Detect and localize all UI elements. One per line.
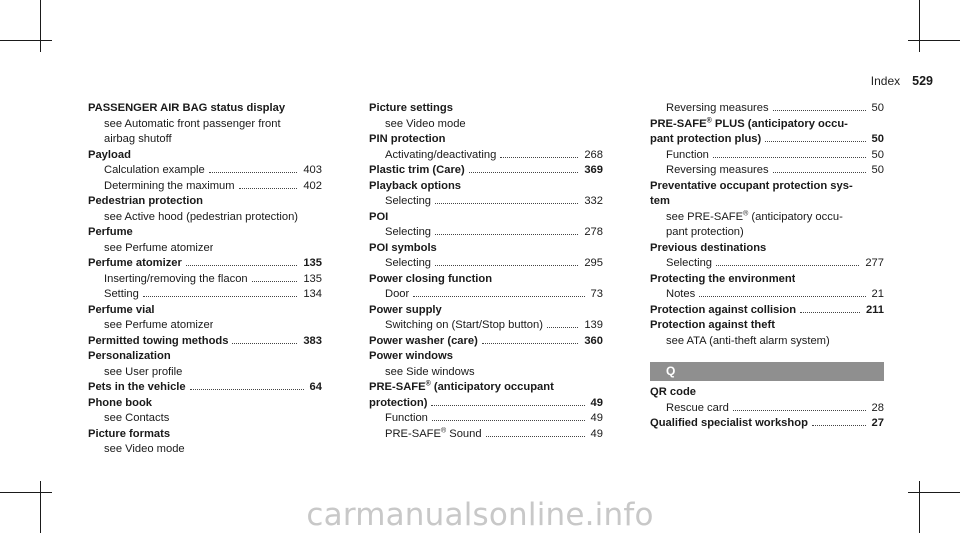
leader-dots (812, 425, 866, 426)
sub-entry[interactable] (369, 411, 603, 427)
sub-entry[interactable] (88, 210, 322, 226)
entry-text: Picture formats (88, 427, 171, 440)
index-entry (650, 101, 884, 117)
watermark: carmanualsonline.info (306, 497, 654, 533)
index-entry (369, 210, 603, 241)
leader-dots (239, 188, 298, 189)
index-entry (650, 179, 884, 241)
index-entry (369, 272, 603, 303)
entry-text: Determining the maximum (104, 179, 235, 192)
leader-dots (699, 296, 865, 297)
leader-dots (482, 343, 579, 344)
entry-term[interactable] (369, 349, 603, 365)
entry-term[interactable] (369, 132, 603, 148)
entry-text: Selecting (385, 257, 432, 269)
leader-dots (547, 327, 578, 328)
entry-text: see Perfume atomizer (104, 241, 214, 254)
entry-term[interactable] (650, 416, 884, 432)
entry-term[interactable] (88, 194, 322, 210)
sub-entry[interactable] (88, 318, 322, 334)
leader-dots (765, 141, 865, 142)
page-ref: 49 (590, 427, 603, 440)
sub-entry[interactable] (650, 401, 884, 417)
entry-text: see User profile (104, 365, 183, 378)
entry-text: Inserting/removing the flacon (104, 272, 248, 285)
sub-entry[interactable] (650, 210, 884, 226)
page-ref: 49 (590, 412, 603, 424)
leader-dots (733, 410, 866, 411)
index-entry (88, 380, 322, 396)
entry-term[interactable] (88, 101, 322, 117)
entry-term[interactable] (369, 163, 603, 179)
page-ref: 278 (584, 226, 603, 238)
entry-text: Function (385, 412, 428, 424)
entry-text: see Perfume atomizer (104, 319, 214, 331)
crop-mark (0, 492, 52, 493)
index-entry (650, 241, 884, 272)
sub-entry[interactable] (369, 225, 603, 241)
page-ref: 268 (584, 148, 603, 161)
index-entry (650, 318, 884, 349)
entry-text: Pedestrian protection (88, 195, 204, 207)
entry-text: Power closing function (369, 272, 493, 285)
index-entry (369, 179, 603, 210)
leader-dots (773, 110, 866, 111)
index-entry (369, 334, 603, 350)
entry-text: protection) (369, 396, 428, 409)
index-entry (88, 427, 322, 458)
entry-term[interactable]: PRE-SAFE® (anticipatory occupant (369, 380, 554, 393)
entry-term[interactable] (88, 380, 322, 396)
page-ref: 135 (303, 257, 322, 269)
entry-text: see Active hood (pedestrian protection) (104, 210, 299, 223)
leader-dots (252, 281, 298, 282)
entry-text: PRE-SAFE® Sound (385, 426, 482, 440)
sub-entry[interactable] (369, 287, 603, 303)
index-entry (369, 349, 603, 380)
sub-entry[interactable] (650, 256, 884, 272)
entry-text: Perfume atomizer (88, 257, 182, 269)
leader-dots (413, 296, 584, 297)
page-ref: 50 (871, 148, 884, 161)
page-ref: 403 (303, 164, 322, 176)
entry-term[interactable] (369, 334, 603, 350)
entry-text: Plastic trim (Care) (369, 164, 465, 176)
leader-dots (435, 203, 578, 204)
sub-entry[interactable] (650, 334, 884, 350)
entry-term[interactable] (369, 272, 603, 288)
entry-text: Switching on (Start/Stop button) (385, 319, 543, 331)
header-label: Index (870, 74, 901, 88)
leader-dots (435, 234, 578, 235)
sub-entry[interactable] (88, 272, 322, 288)
entry-text: Door (385, 288, 410, 300)
entry-text: Reversing measures (666, 164, 769, 176)
crop-mark (908, 40, 960, 41)
crop-mark (40, 0, 41, 52)
entry-text: PIN protection (369, 133, 446, 145)
sub-entry[interactable] (88, 287, 322, 303)
page-header (871, 74, 933, 88)
index-entry (369, 132, 603, 163)
leader-dots (773, 172, 866, 173)
index-column-3 (650, 101, 884, 432)
index-entry (88, 349, 322, 380)
sub-entry[interactable] (88, 442, 322, 458)
leader-dots (186, 265, 297, 266)
entry-term[interactable] (88, 148, 322, 164)
page-ref: 49 (590, 396, 603, 409)
entry-term[interactable] (369, 101, 603, 117)
sub-entry[interactable] (650, 287, 884, 303)
index-entry (650, 385, 884, 416)
entry-text: Playback options (369, 179, 462, 192)
page-ref: 135 (303, 272, 322, 285)
sub-entry[interactable] (88, 179, 322, 195)
section-header: Q (650, 362, 884, 381)
index-entry (88, 225, 322, 256)
entry-text: Protecting the environment (650, 272, 796, 285)
leader-dots (209, 172, 298, 173)
entry-text: pant protection) (666, 226, 744, 238)
entry-term[interactable] (88, 334, 322, 350)
leader-dots (486, 436, 585, 437)
page-ref: 21 (871, 288, 884, 300)
entry-text: see Video mode (104, 443, 185, 455)
page-ref: 139 (584, 319, 603, 331)
page-ref: 27 (871, 417, 884, 429)
entry-text: QR code (650, 386, 697, 398)
entry-term[interactable] (88, 256, 322, 272)
page-ref: 50 (871, 133, 884, 145)
entry-term[interactable] (650, 194, 884, 210)
entry-text: see Side windows (385, 365, 475, 378)
entry-term[interactable] (369, 303, 603, 319)
sub-entry[interactable] (369, 117, 603, 133)
entry-text: Personalization (88, 350, 171, 362)
entry-term[interactable] (650, 385, 884, 401)
entry-term[interactable] (650, 303, 884, 319)
entry-text: Picture settings (369, 102, 453, 114)
entry-text: Calculation example (104, 164, 205, 176)
leader-dots (143, 296, 297, 297)
entry-text: tem (650, 195, 670, 207)
crop-mark (908, 492, 960, 493)
index-entry (369, 163, 603, 179)
entry-text: pant protection plus) (650, 133, 762, 145)
index-entry (650, 272, 884, 303)
leader-dots (716, 265, 859, 266)
sub-entry[interactable] (369, 427, 603, 443)
entry-text: Qualified specialist workshop (650, 417, 808, 429)
entry-text: POI symbols (369, 241, 437, 254)
entry-text: Rescue card (666, 401, 729, 414)
entry-term[interactable] (650, 318, 884, 334)
entry-text: Selecting (666, 257, 713, 269)
entry-text: Activating/deactivating (385, 148, 497, 161)
page-number: 529 (912, 74, 933, 88)
index-entry (650, 416, 884, 432)
index-column-1 (88, 101, 322, 458)
entry-text: Permitted towing methods (88, 334, 229, 347)
index-entry (369, 241, 603, 272)
entry-text: PASSENGER AIR BAG status display (88, 102, 286, 114)
entry-text: see Automatic front passenger front (104, 117, 281, 130)
page-ref: 277 (865, 257, 884, 269)
leader-dots (800, 312, 860, 313)
index-entry (88, 303, 322, 334)
sub-entry[interactable] (88, 163, 322, 179)
sub-entry[interactable] (369, 365, 603, 381)
page-ref: 383 (303, 334, 322, 347)
sub-entry[interactable] (650, 163, 884, 179)
entry-term[interactable] (88, 303, 322, 319)
leader-dots (500, 157, 578, 158)
entry-term[interactable] (88, 349, 322, 365)
page-ref: 64 (309, 381, 322, 393)
entry-text: Payload (88, 148, 131, 161)
leader-dots (431, 405, 584, 406)
entry-term[interactable] (650, 272, 884, 288)
entry-text: Perfume (88, 226, 133, 238)
entry-text: airbag shutoff (104, 133, 172, 145)
page-ref: 28 (871, 401, 884, 414)
entry-text: Selecting (385, 195, 432, 207)
entry-text: Notes (666, 288, 696, 300)
entry-text: Function (666, 148, 709, 161)
index-entry (369, 101, 603, 132)
sub-entry[interactable] (650, 225, 884, 241)
sub-entry[interactable] (650, 101, 884, 117)
entry-term[interactable] (88, 225, 322, 241)
index-entry (88, 194, 322, 225)
entry-term[interactable] (369, 241, 603, 257)
page-ref: 50 (871, 102, 884, 114)
index-entry (369, 380, 603, 442)
page-ref: 402 (303, 179, 322, 192)
index-entry (88, 396, 322, 427)
entry-text: Reversing measures (666, 102, 769, 114)
entry-text: see Contacts (104, 412, 170, 424)
index-column-2 (369, 101, 603, 442)
sub-entry[interactable] (369, 148, 603, 164)
index-entry (369, 303, 603, 334)
sub-entry[interactable] (650, 148, 884, 164)
entry-text: Perfume vial (88, 303, 155, 316)
entry-text: POI (369, 210, 389, 223)
entry-text: Protection against collision (650, 303, 797, 316)
entry-text: see Video mode (385, 117, 466, 130)
leader-dots (190, 389, 304, 390)
sub-entry[interactable] (88, 132, 322, 148)
entry-term[interactable] (650, 132, 884, 148)
index-entry (88, 148, 322, 195)
entry-text: Power washer (care) (369, 334, 478, 347)
entry-term[interactable]: Preventative occupant protection sys- (650, 179, 853, 192)
entry-text: Phone book (88, 396, 153, 409)
page-ref: 134 (303, 288, 322, 300)
index-entry (88, 101, 322, 148)
entry-text: see ATA (anti-theft alarm system) (666, 334, 830, 347)
leader-dots (469, 172, 579, 173)
leader-dots (435, 265, 578, 266)
entry-text: Pets in the vehicle (88, 381, 186, 393)
leader-dots (432, 420, 585, 421)
index-entry (88, 256, 322, 303)
sub-entry[interactable] (369, 256, 603, 272)
page-ref: 50 (871, 164, 884, 176)
sub-entry[interactable] (88, 365, 322, 381)
sub-entry[interactable] (369, 194, 603, 210)
entry-text: Previous destinations (650, 241, 767, 254)
entry-text: Power supply (369, 303, 442, 316)
entry-text: see PRE-SAFE® (anticipatory occu- (666, 209, 843, 223)
entry-term[interactable] (650, 241, 884, 257)
index-entry (650, 303, 884, 319)
leader-dots (232, 343, 297, 344)
index-entry (650, 117, 884, 179)
page-ref: 73 (590, 288, 603, 300)
leader-dots (713, 157, 866, 158)
page-ref: 332 (584, 195, 603, 207)
crop-mark (919, 0, 920, 52)
sub-entry[interactable] (369, 318, 603, 334)
entry-text: Protection against theft (650, 319, 775, 331)
entry-term[interactable] (88, 396, 322, 412)
page-ref: 295 (584, 257, 603, 269)
page-ref: 211 (865, 303, 884, 316)
entry-text: Selecting (385, 226, 432, 238)
index-entry (88, 334, 322, 350)
entry-term[interactable]: PRE-SAFE® PLUS (anticipatory occu- (650, 116, 848, 130)
crop-mark (0, 40, 52, 41)
sub-entry[interactable] (88, 117, 322, 133)
entry-term[interactable] (369, 210, 603, 226)
page-ref: 369 (584, 164, 603, 176)
sub-entry[interactable] (88, 241, 322, 257)
sub-entry[interactable] (88, 411, 322, 427)
entry-term[interactable] (369, 396, 603, 412)
entry-text: Setting (104, 288, 139, 300)
entry-term[interactable] (88, 427, 322, 443)
entry-term[interactable] (369, 179, 603, 195)
page-ref: 360 (584, 334, 603, 347)
entry-text: Power windows (369, 350, 453, 362)
